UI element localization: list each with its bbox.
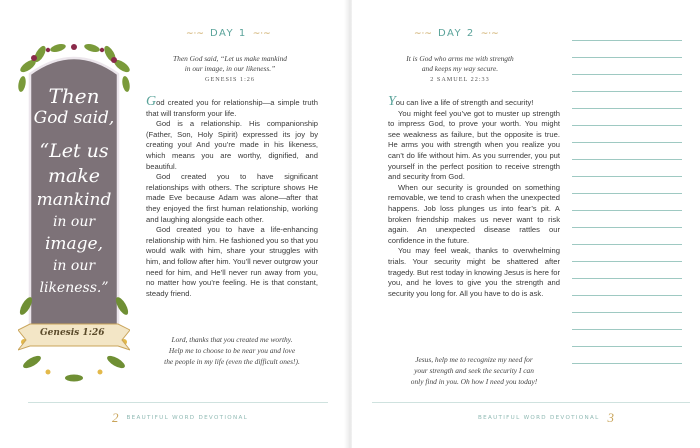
paragraph: God created you for relationship—a simple truth that will transform your life. [146, 94, 318, 118]
scripture-art-panel [18, 44, 130, 382]
art-line-7: image, [44, 234, 104, 254]
journal-line [572, 346, 682, 347]
prayer-block [388, 354, 560, 387]
prayer-line: your strength and seek the security I can [414, 366, 534, 375]
footer-title: BEAUTIFUL WORD DEVOTIONAL [478, 415, 600, 421]
verse-reference: 2 SAMUEL 22:33 [430, 76, 490, 83]
art-line-6: in our [52, 214, 96, 230]
left-page [0, 0, 348, 448]
prayer-line: Help me to choose to be near you and love [168, 346, 296, 355]
verse-reference: GENESIS 1:26 [205, 76, 255, 83]
journal-line [572, 159, 682, 160]
verse-line: and keeps my way secure. [421, 64, 499, 73]
art-line-2: God said, [33, 108, 115, 128]
journal-line [572, 329, 682, 330]
prayer-line: Lord, thanks that you created me worthy. [171, 335, 293, 344]
art-line-9: likeness.” [39, 280, 109, 296]
art-line-4: make [47, 165, 101, 187]
flourish-left-icon: ~·~ [414, 28, 432, 39]
prayer-line: only find in you. Oh how I need you today! [410, 377, 538, 386]
journal-lines [572, 40, 682, 378]
art-line-5: mankind [36, 190, 112, 210]
journal-line [572, 176, 682, 177]
journal-line [572, 295, 682, 296]
journal-line [572, 91, 682, 92]
footer [478, 410, 614, 426]
journal-line [572, 363, 682, 364]
drop-cap: G [146, 94, 157, 109]
devotional-body [146, 94, 318, 299]
devotional-body [388, 94, 560, 299]
journal-line [572, 142, 682, 143]
verse-block [376, 54, 544, 85]
footer-rule [372, 402, 690, 403]
journal-line [572, 210, 682, 211]
day-label: DAY 2 [437, 28, 475, 39]
paragraph: When our security is grounded on something removable, we tend to crash when the unexpected happens. Job loss plunges us into fear’s pit. A broken friendship makes us never want to risk again. An unexpected disease rattles our confidence in the future. [388, 182, 560, 245]
art-line-1: Then [48, 84, 100, 108]
verse-line: It is God who arms me with strength [406, 54, 514, 63]
prayer-block [146, 334, 318, 367]
prayer-line: Jesus, help me to recognize my need for [415, 355, 533, 364]
journal-line [572, 40, 682, 41]
journal-line [572, 57, 682, 58]
verse-line: in our image, in our likeness.” [184, 64, 276, 73]
journal-line [572, 74, 682, 75]
verse-block [150, 54, 310, 85]
footer-rule [28, 402, 328, 403]
paragraph: You may feel weak, thanks to overwhelming trials. Your security might be shattered after tragedy. But rest today in knowing Jesus is here for you, and he loves to give you the strength and security you long for. All you have to do is ask. [388, 246, 560, 298]
footer-title: BEAUTIFUL WORD DEVOTIONAL [126, 415, 249, 421]
journal-line [572, 312, 682, 313]
journal-line [572, 278, 682, 279]
journal-line [572, 261, 682, 262]
verse-line: Then God said, “Let us make mankind [173, 54, 287, 63]
paragraph: You can live a life of strength and security! [388, 94, 534, 109]
footer [112, 410, 248, 426]
page-number: 3 [607, 410, 615, 425]
flourish-left-icon: ~·~ [186, 28, 204, 39]
paragraph: God created you to have a life-enhancing relationship with him. He fashioned you so that you would walk with him, share your struggles with him, and follow after him. You’ll never outgrow your need for him, and He’ll never run away from you, no matter how you’re feeling. He is that constant, steady friend. [146, 225, 318, 298]
paragraph: You might feel you’ve got to muster up strength to impress God, to prove your worth. You might see weakness as failure, but the opposite is true. He arms you with strength when you realize you can’t do life without him. As you surrender, you put yourself in the perfect position to receive strength and security from God. [388, 108, 560, 182]
paragraph: God created you to have significant relationships with others. The scripture shows He made Eve because Adam was alone—after that they enjoyed the first human relationship, working and laughing alongside each other. [146, 172, 318, 224]
journal-line [572, 193, 682, 194]
journal-line [572, 108, 682, 109]
journal-line [572, 244, 682, 245]
flourish-right-icon: ~·~ [480, 28, 499, 39]
paragraph: God is a relationship. His companionship (Father, Son, Holy Spirit) expressed its joy by creating you! And you’re made in his likeness, which means you are worthy, dignified, and beautiful. [146, 119, 318, 171]
journal-line [572, 227, 682, 228]
day-heading [186, 28, 271, 39]
art-line-8: in our [52, 258, 96, 274]
art-ribbon-label: Genesis 1:26 [40, 328, 105, 338]
page-number: 2 [112, 410, 119, 425]
drop-cap: Y [388, 94, 396, 109]
day-label: DAY 1 [209, 28, 247, 39]
day-heading [414, 28, 499, 39]
prayer-line: the people in my life (even the difficult ones!). [164, 357, 300, 366]
art-line-3: “Let us [39, 140, 109, 162]
journal-line [572, 125, 682, 126]
flourish-right-icon: ~·~ [252, 28, 271, 39]
